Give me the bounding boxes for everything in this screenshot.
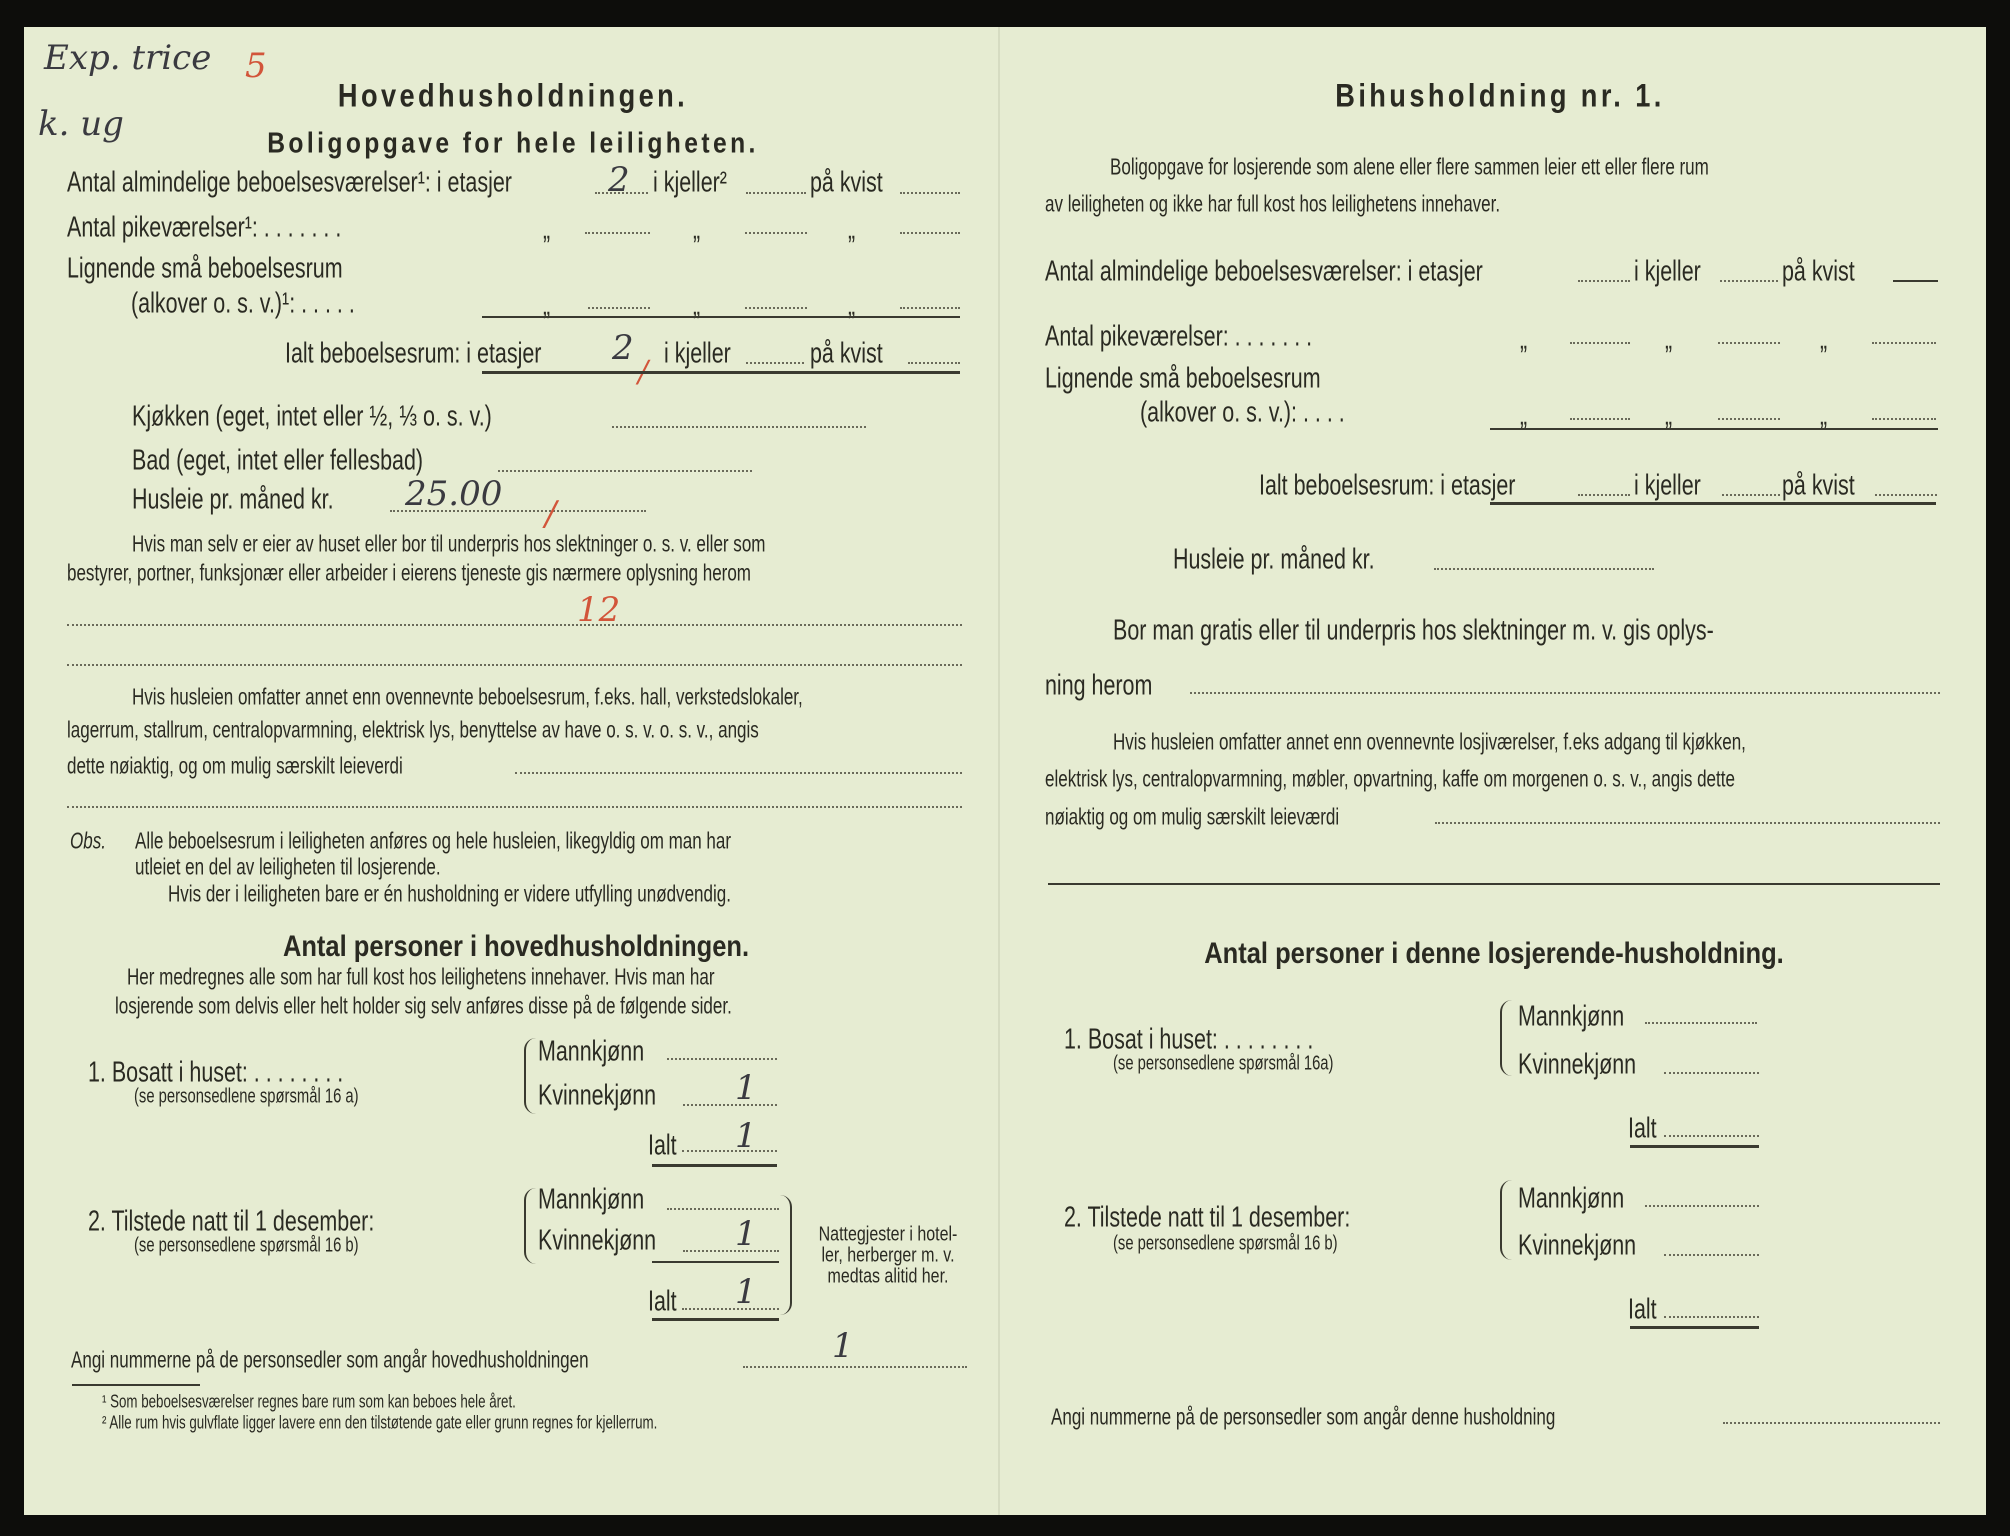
q2-sublabel: (se personsedlene spørsmål 16 b) <box>1113 1232 1338 1255</box>
ditto-mark: „ <box>1665 323 1673 356</box>
ialt-kvist-label: på kvist <box>1782 469 1855 502</box>
angi-field[interactable] <box>1723 1422 1940 1424</box>
kjeller-field[interactable] <box>746 192 806 194</box>
footnote-rule <box>72 1384 200 1386</box>
leieverdi-field-line-2[interactable] <box>67 806 962 808</box>
q1-ialt-value: 1 <box>735 1116 757 1156</box>
ialt-kvist-field[interactable] <box>1875 494 1937 496</box>
page-fold <box>998 27 1000 1515</box>
pike-label: Antal pikeværelser: . . . . . . . <box>1045 320 1313 353</box>
obs-label: Obs. <box>70 827 106 854</box>
leieverdi-field-line-2[interactable] <box>1048 883 1940 885</box>
q1-kvinne-field[interactable] <box>683 1104 777 1106</box>
kjeller-field[interactable] <box>1720 280 1778 282</box>
angi-value: 1 <box>832 1326 854 1366</box>
red-check-mark: / <box>545 494 557 534</box>
brace <box>1500 1180 1512 1260</box>
ialt-kjeller-field[interactable] <box>1722 494 1780 496</box>
kvinne-label: Kvinnekjønn <box>538 1224 657 1257</box>
pike-label: Antal pikeværelser¹: . . . . . . . <box>67 211 342 244</box>
lignende-label: Lignende små beboelsesrum <box>1045 362 1321 395</box>
q1-ialt-field[interactable] <box>1664 1135 1759 1137</box>
handwritten-red-number: 5 <box>245 46 267 86</box>
kjokken-field[interactable] <box>612 426 866 428</box>
husleie-field[interactable] <box>1434 568 1654 570</box>
red-check-mark: / <box>638 354 649 390</box>
bad-label: Bad (eget, intet eller fellesbad) <box>132 444 424 477</box>
q2-ialt-value: 1 <box>735 1272 757 1312</box>
ialt-rule <box>652 1164 777 1167</box>
pike-kjeller-field[interactable] <box>745 232 807 234</box>
total-rule <box>1490 502 1936 505</box>
kvinne-label: Kvinnekjønn <box>1518 1229 1637 1262</box>
alkover-etasjer-field[interactable] <box>1570 418 1630 420</box>
nattegjester-note: medtas alitid her. <box>827 1265 949 1288</box>
q2-ialt-field[interactable] <box>1664 1316 1759 1318</box>
ditto-mark: „ <box>1520 323 1528 356</box>
eier-text: Hvis man selv er eier av huset eller bor til underpris hos slektninger o. s. v. eller som <box>132 530 766 557</box>
omfatter-text: Hvis husleien omfatter annet enn ovennevnte beboelsesrum, f.eks. hall, verkstedslokaler, <box>132 683 803 710</box>
mann-label: Mannkjønn <box>1518 1182 1625 1215</box>
ialt-kvist-field[interactable] <box>908 362 960 364</box>
bihusholdning-title: Bihusholdning nr. 1. <box>1335 77 1665 114</box>
ditto-mark: „ <box>1820 399 1828 432</box>
nattegjester-note: ler, herberger m. v. <box>821 1244 955 1267</box>
ditto-mark: „ <box>848 213 856 246</box>
husleie-value: 25.00 <box>405 474 503 514</box>
bad-field[interactable] <box>498 470 752 472</box>
ialt-etasjer-field[interactable] <box>1578 494 1630 496</box>
rooms-label: Antal almindelige beboelsesværelser¹: i etasjer <box>67 166 512 199</box>
q1-sublabel: (se personsedlene spørsmål 16a) <box>1113 1052 1334 1075</box>
q2-sublabel: (se personsedlene spørsmål 16 b) <box>134 1234 359 1257</box>
kjeller-label: i kjeller <box>1634 255 1701 288</box>
brace <box>780 1195 792 1315</box>
total-rule <box>482 371 960 374</box>
pike-kvist-field[interactable] <box>900 232 960 234</box>
eier-field-line-2[interactable] <box>67 664 962 666</box>
footnote: ¹ Som beboelsesværelser regnes bare rum som kan beboes hele året. <box>102 1391 516 1412</box>
leieverdi-field[interactable] <box>515 772 962 774</box>
red-note-number: 12 <box>577 590 621 630</box>
q2-kvinne-field[interactable] <box>683 1250 779 1252</box>
brace <box>1500 1000 1512 1076</box>
brace <box>524 1038 536 1114</box>
q1-sublabel: (se personsedlene spørsmål 16 a) <box>134 1085 359 1108</box>
handwritten-note: k. ug <box>38 104 124 144</box>
persons-text: losjerende som delvis eller helt holder sig selv anføres disse på de følgende sider. <box>115 992 732 1019</box>
lignende-label: Lignende små beboelsesrum <box>67 252 343 285</box>
q1-mann-field[interactable] <box>1645 1022 1757 1024</box>
mann-label: Mannkjønn <box>1518 1000 1625 1033</box>
pike-kjeller-field[interactable] <box>1718 342 1780 344</box>
alkover-label: (alkover o. s. v.)¹: . . . . . <box>131 287 355 320</box>
ialt-label: Ialt <box>1628 1293 1657 1326</box>
q1-kvinne-field[interactable] <box>1664 1072 1759 1074</box>
rooms-etasjer-field[interactable] <box>1578 280 1630 282</box>
brace <box>524 1188 536 1264</box>
pike-etasjer-field[interactable] <box>585 232 650 234</box>
ialt-label: Ialt <box>648 1129 677 1162</box>
omfatter-text: dette nøiaktig, og om mulig særskilt leieverdi <box>67 752 403 779</box>
kvinne-label: Kvinnekjønn <box>1518 1048 1637 1081</box>
omfatter-text: lagerrum, stallrum, centralopvarmning, elektrisk lys, benyttelse av have o. s. v. o. s. v., angis <box>67 716 759 743</box>
ialt-etasjer-value: 2 <box>612 328 634 368</box>
leieverdi-field[interactable] <box>1435 822 1940 824</box>
nattegjester-note: Nattegjester i hotel- <box>818 1223 958 1246</box>
q1-label: 1. Bosatt i huset: . . . . . . . . <box>88 1056 344 1089</box>
kvist-field[interactable] <box>900 192 960 194</box>
q2-mann-field[interactable] <box>667 1208 779 1210</box>
ditto-mark: „ <box>848 289 856 322</box>
angi-field[interactable] <box>743 1366 967 1368</box>
ialt-label: Ialt beboelsesrum: i etasjer <box>1259 469 1516 502</box>
page-subtitle: Boligopgave for hele leiligheten. <box>267 127 759 160</box>
q1-mann-field[interactable] <box>667 1058 777 1060</box>
q2-mann-field[interactable] <box>1645 1205 1759 1207</box>
kjeller-label: i kjeller² <box>653 166 727 199</box>
mann-label: Mannkjønn <box>538 1183 645 1216</box>
alkover-kvist-field[interactable] <box>900 307 960 309</box>
q2-kvinne-field[interactable] <box>1664 1254 1759 1256</box>
gratis-text: ning herom <box>1045 669 1153 702</box>
ialt-kjeller-field[interactable] <box>746 362 804 364</box>
eier-text: bestyrer, portner, funksjonær eller arbeider i eierens tjeneste gis nærmere oplysning herom <box>67 559 751 586</box>
sum-rule <box>1490 428 1938 430</box>
husleie-label: Husleie pr. måned kr. <box>132 483 334 516</box>
q2-label: 2. Tilstede natt til 1 desember: <box>88 1205 375 1238</box>
kvist-label: på kvist <box>1782 255 1855 288</box>
kvinne-label: Kvinnekjønn <box>538 1079 657 1112</box>
gratis-text: Bor man gratis eller til underpris hos slektninger m. v. gis oplys- <box>1113 614 1714 647</box>
rooms-label: Antal almindelige beboelsesværelser: i etasjer <box>1045 255 1483 288</box>
ialt-rule <box>1630 1326 1759 1329</box>
mann-label: Mannkjønn <box>538 1035 645 1068</box>
obs-text: utleiet en del av leiligheten til losjerende. <box>135 853 441 880</box>
ialt-rule <box>652 1318 779 1321</box>
ialt-kjeller-label: i kjeller <box>1634 469 1701 502</box>
ditto-mark: „ <box>693 289 701 322</box>
kjokken-label: Kjøkken (eget, intet eller ½, ⅓ o. s. v.) <box>132 400 492 433</box>
ditto-mark: „ <box>693 213 701 246</box>
angi-label: Angi nummerne på de personsedler som angår hovedhusholdningen <box>71 1346 589 1373</box>
ditto-mark: „ <box>1820 323 1828 356</box>
intro-text: Boligopgave for losjerende som alene eller flere sammen leier ett eller flere rum <box>1110 153 1709 180</box>
kvist-label: på kvist <box>810 166 883 199</box>
ditto-mark: „ <box>1665 399 1673 432</box>
q1-label: 1. Bosat i huset: . . . . . . . . <box>1064 1023 1314 1056</box>
ialt-kjeller-label: i kjeller <box>664 337 731 370</box>
ditto-mark: „ <box>543 289 551 322</box>
alkover-kjeller-field[interactable] <box>745 307 807 309</box>
rule <box>652 1261 779 1263</box>
persons-text: Her medregnes alle som har full kost hos leilighetens innehaver. Hvis man har <box>127 963 715 990</box>
ditto-mark: „ <box>1520 399 1528 432</box>
alkover-kvist-field[interactable] <box>1872 418 1936 420</box>
eier-field-line-1[interactable] <box>67 624 962 626</box>
ialt-kvist-label: på kvist <box>810 337 883 370</box>
omfatter-text: elektrisk lys, centralopvarmning, møbler, opvartning, kaffe om morgenen o. s. v., angis dette <box>1045 765 1735 792</box>
q2-label: 2. Tilstede natt til 1 desember: <box>1064 1201 1351 1234</box>
ditto-mark: „ <box>543 213 551 246</box>
q1-kvinne-value: 1 <box>735 1068 757 1108</box>
pike-kvist-field[interactable] <box>1872 342 1936 344</box>
alkover-kjeller-field[interactable] <box>1718 418 1780 420</box>
angi-label: Angi nummerne på de personsedler som angår denne husholdning <box>1051 1403 1556 1430</box>
footnote: ² Alle rum hvis gulvflate ligger lavere enn den tilstøtende gate eller grunn regnes for kjellerrum. <box>102 1412 658 1433</box>
obs-text: Alle beboelsesrum i leiligheten anføres og hele husleien, likegyldig om man har <box>135 827 732 854</box>
ialt-label: Ialt <box>1628 1112 1657 1145</box>
rooms-etasjer-value: 2 <box>608 160 630 200</box>
alkover-etasjer-field[interactable] <box>588 307 650 309</box>
q2-kvinne-value: 1 <box>735 1214 757 1254</box>
handwritten-note: Exp. trice <box>44 38 212 78</box>
sum-rule <box>482 316 960 318</box>
intro-text: av leiligheten og ikke har full kost hos leilighetens innehaver. <box>1045 190 1501 217</box>
omfatter-text: nøiaktig og om mulig særskilt leieværdi <box>1045 803 1340 830</box>
obs-text: Hvis der i leiligheten bare er én husholdning er videre utfylling unødvendig. <box>168 880 731 907</box>
pike-etasjer-field[interactable] <box>1570 342 1630 344</box>
kvist-field[interactable] <box>1893 280 1938 282</box>
alkover-label: (alkover o. s. v.): . . . . <box>1140 396 1345 429</box>
ialt-label: Ialt beboelsesrum: i etasjer <box>285 337 542 370</box>
ialt-label: Ialt <box>648 1285 677 1318</box>
q1-ialt-field[interactable] <box>682 1150 777 1152</box>
persons-heading: Antal personer i hovedhusholdningen. <box>282 930 750 963</box>
q2-ialt-field[interactable] <box>682 1308 779 1310</box>
ialt-rule <box>1630 1145 1759 1148</box>
persons-heading: Antal personer i denne losjerende-husholdning. <box>1204 937 1784 970</box>
husleie-label: Husleie pr. måned kr. <box>1173 543 1375 576</box>
omfatter-text: Hvis husleien omfatter annet enn ovennevnte losjiværelser, f.eks adgang til kjøkken, <box>1113 728 1746 755</box>
gratis-field[interactable] <box>1190 692 1940 694</box>
page-title: Hovedhusholdningen. <box>337 77 689 114</box>
